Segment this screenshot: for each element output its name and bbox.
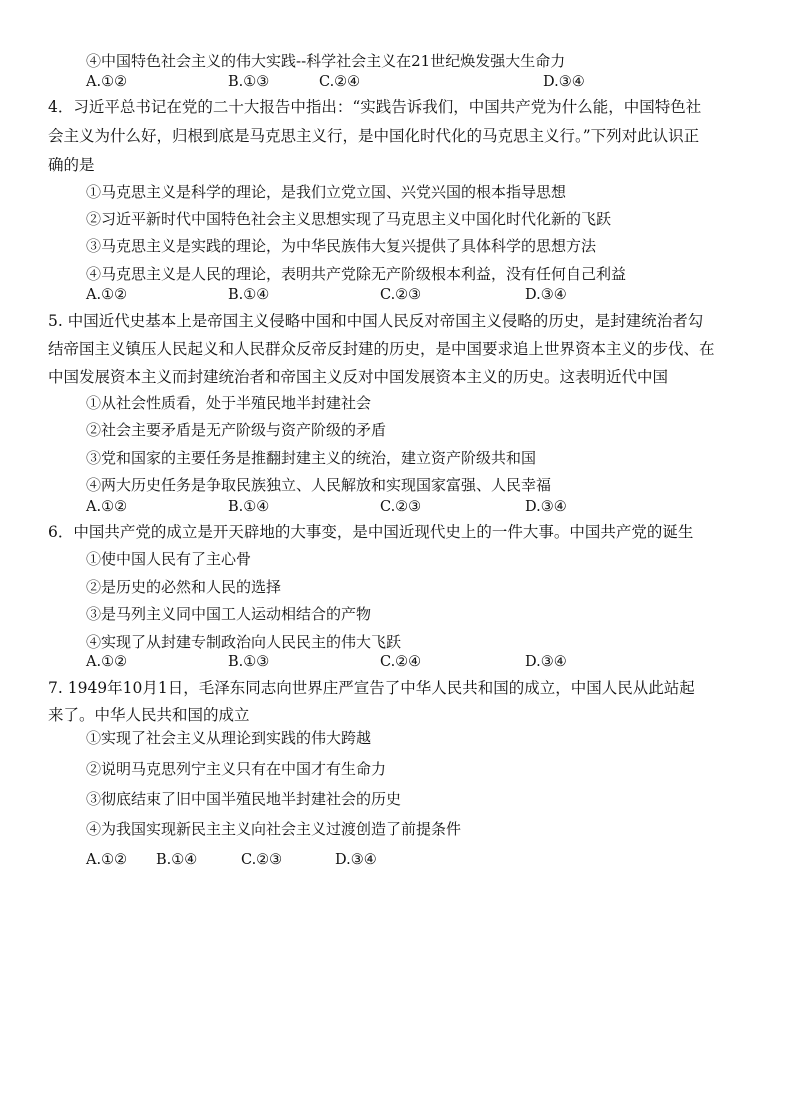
q4-option-c: C.②③ (380, 287, 422, 303)
q5-item-1: ①从社会性质看，处于半殖民地半封建社会 (86, 394, 372, 412)
q7-item-3: ③彻底结束了旧中国半殖民地半封建社会的历史 (86, 790, 402, 808)
q5-option-c: C.②③ (380, 499, 422, 515)
q3-item-4: ④中国特色社会主义的伟大实践--科学社会主义在21世纪焕发强大生命力 (86, 52, 566, 70)
q7-option-b: B.①④ (156, 852, 198, 868)
q3-option-d: D.③④ (543, 74, 585, 90)
q6-option-a: A.①② (86, 654, 128, 670)
q6-option-d: D.③④ (525, 654, 567, 670)
q4-item-1: ①马克思主义是科学的理论，是我们立党立国、兴党兴国的根本指导思想 (86, 183, 567, 201)
q5-item-2: ②社会主要矛盾是无产阶级与资产阶级的矛盾 (86, 421, 387, 439)
q6-option-c: C.②④ (380, 654, 422, 670)
q5-item-3: ③党和国家的主要任务是推翻封建主义的统治，建立资产阶级共和国 (86, 449, 537, 467)
q6-item-2: ②是历史的必然和人民的选择 (86, 578, 282, 596)
q7-item-1: ①实现了社会主义从理论到实践的伟大跨越 (86, 729, 372, 747)
q7-stem-line-2: 来了。中华人民共和国的成立 (48, 706, 250, 724)
q5-stem-line-1: 5. 中国近代史基本上是帝国主义侵略中国和中国人民反对帝国主义侵略的历史，是封建统治者勾 (48, 312, 704, 330)
q7-option-a: A.①② (86, 852, 128, 868)
q4-item-4: ④马克思主义是人民的理论，表明共产党除无产阶级根本利益，没有任何自己利益 (86, 265, 627, 283)
q5-option-b: B.①④ (228, 499, 270, 515)
q6-item-3: ③是马列主义同中国工人运动相结合的产物 (86, 605, 372, 623)
q5-option-a: A.①② (86, 499, 128, 515)
q6-stem-line-1: 6．中国共产党的成立是开天辟地的大事变，是中国近现代史上的一件大事。中国共产党的诞生 (48, 523, 694, 541)
q6-option-b: B.①③ (228, 654, 270, 670)
q5-option-d: D.③④ (525, 499, 567, 515)
q4-item-2: ②习近平新时代中国特色社会主义思想实现了马克思主义中国化时代化新的飞跃 (86, 210, 612, 228)
q4-option-d: D.③④ (525, 287, 567, 303)
q5-stem-line-3: 中国发展资本主义而封建统治者和帝国主义反对中国发展资本主义的历史。这表明近代中国 (48, 368, 669, 386)
q4-stem-line-2: 会主义为什么好，归根到底是马克思主义行，是中国化时代化的马克思主义行。”下列对此认识正 (48, 127, 700, 145)
q7-item-4: ④为我国实现新民主主义向社会主义过渡创造了前提条件 (86, 820, 462, 838)
q5-stem-line-2: 结帝国主义镇压人民起义和人民群众反帝反封建的历史，是中国要求追上世界资本主义的步伐、在 (48, 340, 715, 358)
q7-stem-line-1: 7. 1949年10月1日，毛泽东同志向世界庄严宣告了中华人民共和国的成立，中国人民从此站起 (48, 679, 695, 697)
q3-option-c: C.②④ (319, 74, 361, 90)
q4-option-a: A.①② (86, 287, 128, 303)
q4-item-3: ③马克思主义是实践的理论，为中华民族伟大复兴提供了具体科学的思想方法 (86, 237, 597, 255)
q6-item-4: ④实现了从封建专制政治向人民民主的伟大飞跃 (86, 633, 402, 651)
q7-option-c: C.②③ (241, 852, 283, 868)
q7-item-2: ②说明马克思列宁主义只有在中国才有生命力 (86, 760, 387, 778)
q3-option-b: B.①③ (228, 74, 270, 90)
q3-option-a: A.①② (86, 74, 128, 90)
q4-stem-line-3: 确的是 (48, 156, 95, 174)
q4-option-b: B.①④ (228, 287, 270, 303)
q6-item-1: ①使中国人民有了主心骨 (86, 550, 252, 568)
q5-item-4: ④两大历史任务是争取民族独立、人民解放和实现国家富强、人民幸福 (86, 476, 552, 494)
q7-option-d: D.③④ (335, 852, 377, 868)
q4-stem-line-1: 4．习近平总书记在党的二十大报告中指出：“实践告诉我们，中国共产党为什么能，中国特色社 (48, 98, 702, 116)
